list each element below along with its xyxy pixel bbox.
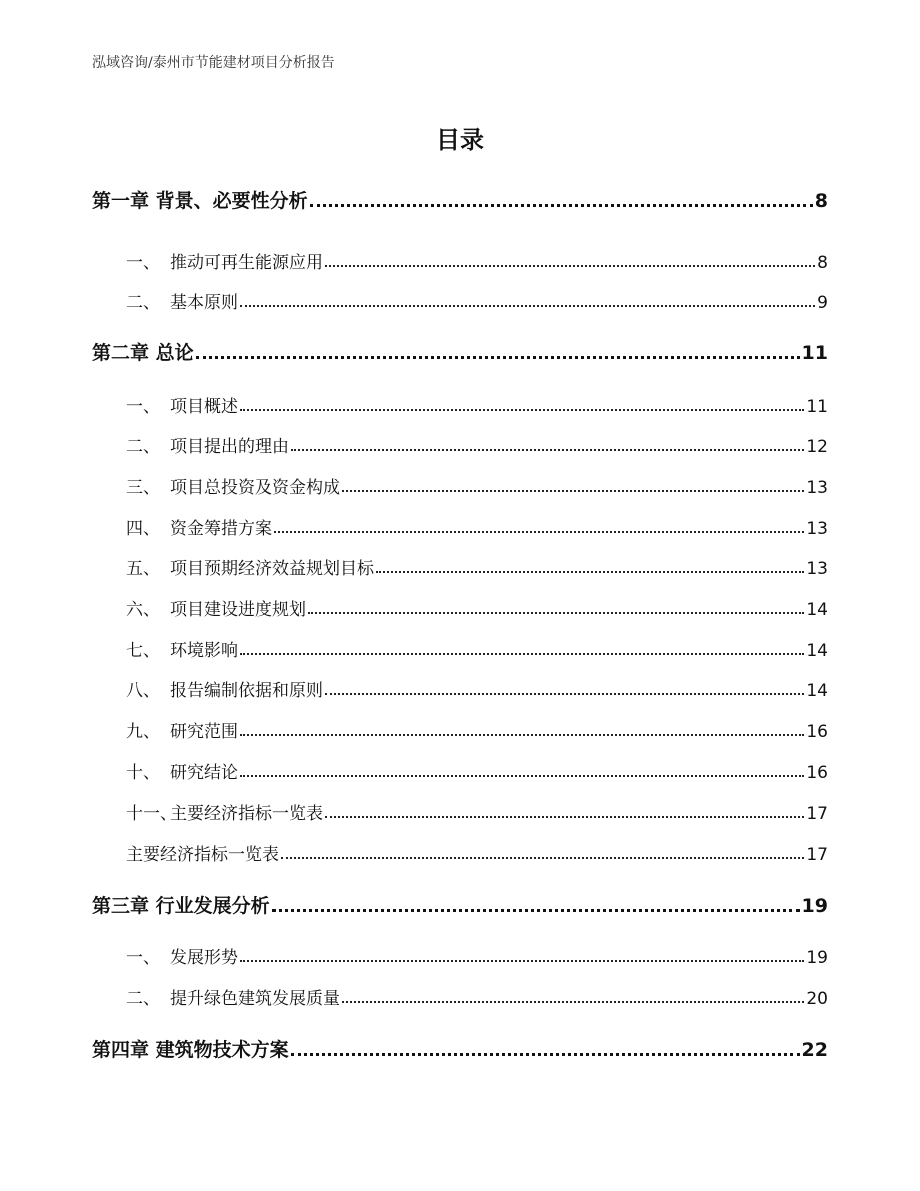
dot-leader bbox=[310, 204, 813, 207]
toc-page-number: 14 bbox=[806, 600, 828, 620]
toc-entry-number: 一、 bbox=[126, 397, 160, 417]
toc-page-number: 20 bbox=[806, 989, 828, 1009]
toc-page-number: 13 bbox=[806, 559, 828, 579]
toc-section-entry[interactable] bbox=[126, 984, 828, 1009]
dot-leader bbox=[240, 653, 804, 655]
toc-section-entry[interactable] bbox=[126, 636, 828, 661]
toc-entry-text: 项目预期经济效益规划目标 bbox=[170, 559, 374, 579]
toc-entry-label bbox=[126, 392, 238, 417]
toc-entry-label bbox=[126, 799, 323, 824]
dot-leader bbox=[240, 409, 804, 411]
toc-entry-text: 第四章 建筑物技术方案 bbox=[92, 1039, 289, 1061]
toc-entry-label bbox=[92, 1035, 289, 1062]
toc-entry-label bbox=[92, 338, 194, 365]
toc-entry-label bbox=[126, 758, 238, 783]
toc-chapter-entry[interactable] bbox=[92, 1035, 828, 1062]
toc-entry-text: 报告编制依据和原则 bbox=[170, 681, 323, 701]
toc-entry-text: 项目总投资及资金构成 bbox=[170, 478, 340, 498]
dot-leader bbox=[325, 693, 804, 695]
toc-section-entry[interactable] bbox=[126, 248, 828, 273]
toc-page-number: 13 bbox=[806, 478, 828, 498]
toc-entry-text: 第三章 行业发展分析 bbox=[92, 895, 270, 917]
toc-entry-text: 第二章 总论 bbox=[92, 342, 194, 364]
dot-leader bbox=[291, 1053, 800, 1056]
toc-entry-text: 发展形势 bbox=[170, 948, 238, 968]
toc-entry-number: 八、 bbox=[126, 681, 160, 701]
toc-entry-text: 研究范围 bbox=[170, 722, 238, 742]
toc-section-entry[interactable] bbox=[126, 758, 828, 783]
toc-entry-number: 六、 bbox=[126, 600, 160, 620]
toc-entry-text: 第一章 背景、必要性分析 bbox=[92, 190, 308, 212]
toc-entry-number: 十一、 bbox=[126, 804, 177, 824]
toc-entry-label bbox=[126, 248, 323, 273]
toc-entry-number: 四、 bbox=[126, 519, 160, 539]
toc-entry-number: 二、 bbox=[126, 293, 160, 313]
toc-entry-label bbox=[126, 636, 238, 661]
dot-leader bbox=[291, 449, 804, 451]
toc-entry-text: 研究结论 bbox=[170, 763, 238, 783]
toc-chapter-entry[interactable] bbox=[92, 186, 828, 213]
dot-leader bbox=[240, 775, 804, 777]
dot-leader bbox=[274, 531, 804, 533]
toc-page-number: 17 bbox=[806, 804, 828, 824]
toc-section-entry[interactable] bbox=[126, 554, 828, 579]
toc-entry-text: 提升绿色建筑发展质量 bbox=[170, 989, 340, 1009]
toc-section-entry[interactable] bbox=[126, 943, 828, 968]
toc-section-entry[interactable] bbox=[126, 840, 828, 865]
toc-entry-text: 环境影响 bbox=[170, 641, 238, 661]
toc-page-number: 13 bbox=[806, 519, 828, 539]
toc-entry-label bbox=[126, 717, 238, 742]
dot-leader bbox=[342, 490, 804, 492]
toc-page-number: 16 bbox=[806, 722, 828, 742]
toc-entry-label bbox=[126, 554, 374, 579]
dot-leader bbox=[240, 305, 815, 307]
toc-entry-number: 五、 bbox=[126, 559, 160, 579]
toc-page-number: 11 bbox=[806, 397, 828, 417]
toc-entry-text: 主要经济指标一览表 bbox=[170, 804, 323, 824]
toc-entry-text: 推动可再生能源应用 bbox=[170, 253, 323, 273]
toc-entry-number: 七、 bbox=[126, 641, 160, 661]
toc-page-number: 14 bbox=[806, 681, 828, 701]
toc-entry-number: 二、 bbox=[126, 989, 160, 1009]
toc-entry-label bbox=[126, 840, 279, 865]
toc-entry-text: 资金筹措方案 bbox=[170, 519, 272, 539]
toc-page-number: 11 bbox=[801, 342, 828, 364]
toc-page-number: 19 bbox=[801, 895, 828, 917]
toc-section-entry[interactable] bbox=[126, 432, 828, 457]
toc-section-entry[interactable] bbox=[126, 676, 828, 701]
running-header: 泓域咨询/泰州市节能建材项目分析报告 bbox=[92, 55, 335, 71]
toc-section-entry[interactable] bbox=[126, 514, 828, 539]
toc-section-entry[interactable] bbox=[126, 392, 828, 417]
toc-entry-number: 三、 bbox=[126, 478, 160, 498]
toc-section-entry[interactable] bbox=[126, 288, 828, 313]
toc-entry-text: 主要经济指标一览表 bbox=[126, 845, 279, 865]
toc-entry-number: 九、 bbox=[126, 722, 160, 742]
dot-leader bbox=[325, 816, 804, 818]
toc-entry-number: 一、 bbox=[126, 253, 160, 273]
toc-entry-text: 基本原则 bbox=[170, 293, 238, 313]
toc-entry-number: 十、 bbox=[126, 763, 160, 783]
toc-entry-label bbox=[92, 186, 308, 213]
toc-entry-label bbox=[126, 676, 323, 701]
toc-page-number: 16 bbox=[806, 763, 828, 783]
dot-leader bbox=[196, 356, 800, 359]
toc-entry-text: 项目概述 bbox=[170, 397, 238, 417]
toc-entry-number: 一、 bbox=[126, 948, 160, 968]
toc-entry-label bbox=[126, 473, 340, 498]
toc-entry-label bbox=[126, 595, 306, 620]
dot-leader bbox=[240, 734, 804, 736]
dot-leader bbox=[272, 909, 800, 912]
toc-page-number: 8 bbox=[817, 253, 828, 273]
toc-chapter-entry[interactable] bbox=[92, 338, 828, 365]
toc-entry-label bbox=[126, 943, 238, 968]
toc-page-number: 19 bbox=[806, 948, 828, 968]
dot-leader bbox=[281, 857, 804, 859]
dot-leader bbox=[325, 265, 815, 267]
toc-page-number: 8 bbox=[814, 190, 828, 212]
toc-title: 目录 bbox=[436, 126, 484, 154]
toc-section-entry[interactable] bbox=[126, 595, 828, 620]
dot-leader bbox=[308, 612, 804, 614]
toc-page-number: 14 bbox=[806, 641, 828, 661]
toc-entry-label bbox=[126, 432, 289, 457]
toc-page-number: 22 bbox=[801, 1039, 828, 1061]
toc-section-entry[interactable] bbox=[126, 717, 828, 742]
toc-entry-label bbox=[126, 288, 238, 313]
toc-page-number: 17 bbox=[806, 845, 828, 865]
dot-leader bbox=[342, 1001, 804, 1003]
toc-entry-text: 项目建设进度规划 bbox=[170, 600, 306, 620]
toc-entry-number: 二、 bbox=[126, 437, 160, 457]
toc-entry-text: 项目提出的理由 bbox=[170, 437, 289, 457]
toc-section-entry[interactable] bbox=[126, 473, 828, 498]
toc-chapter-entry[interactable] bbox=[92, 891, 828, 918]
toc-section-entry[interactable] bbox=[126, 799, 828, 824]
dot-leader bbox=[376, 571, 804, 573]
toc-entry-label bbox=[92, 891, 270, 918]
toc-entry-label bbox=[126, 514, 272, 539]
dot-leader bbox=[240, 960, 804, 962]
toc-entry-label bbox=[126, 984, 340, 1009]
toc-page-number: 9 bbox=[817, 293, 828, 313]
toc-page-number: 12 bbox=[806, 437, 828, 457]
